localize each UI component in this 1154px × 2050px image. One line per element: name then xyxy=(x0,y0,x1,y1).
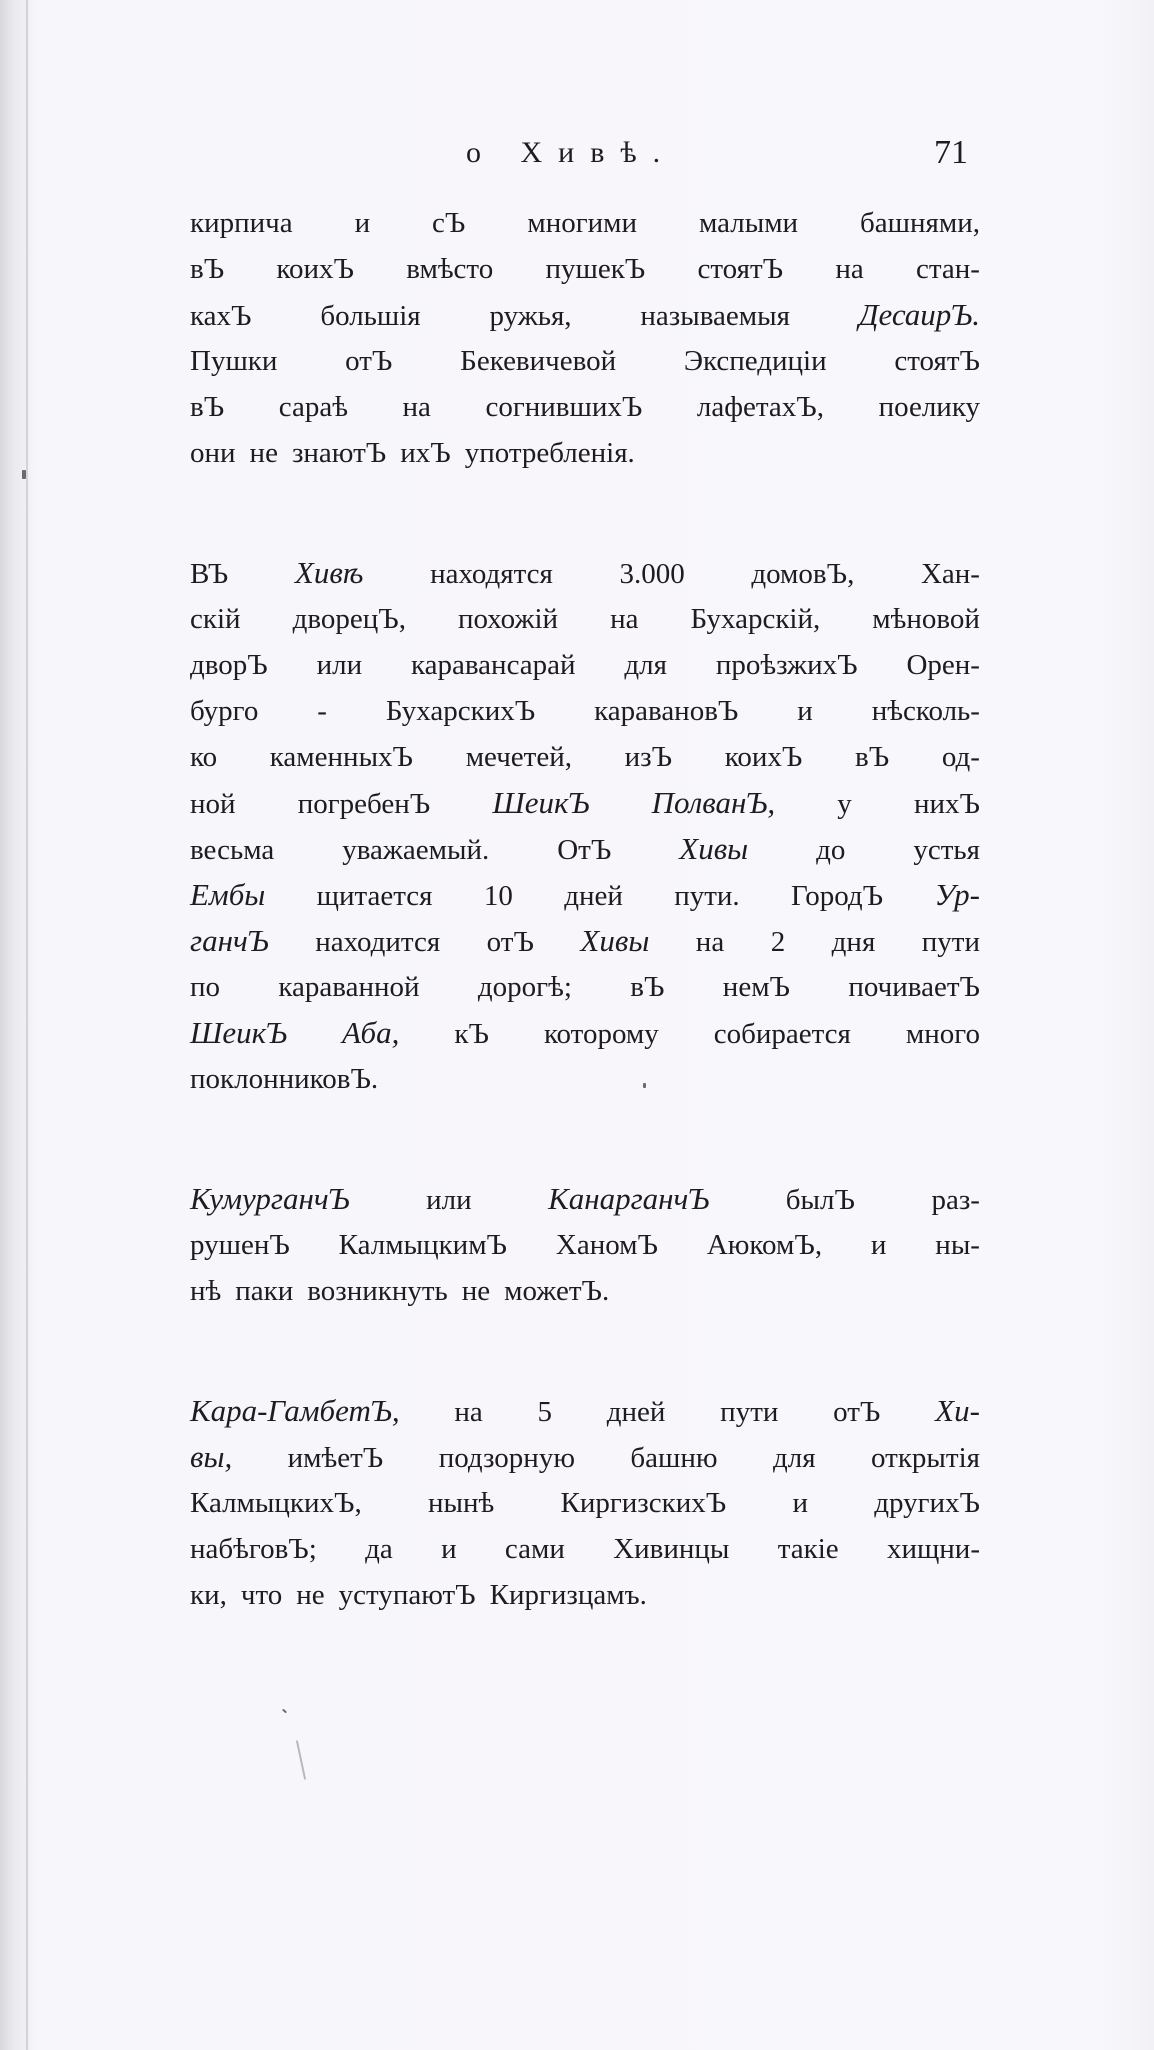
word: ихЪ xyxy=(400,437,451,469)
text-line xyxy=(190,292,980,338)
word: не xyxy=(249,437,278,469)
word: бурго xyxy=(190,695,259,727)
word: КиргизскихЪ xyxy=(560,1487,727,1519)
word: называемыя xyxy=(640,300,790,332)
text-line xyxy=(190,1010,980,1056)
word: до xyxy=(816,834,846,866)
word: Киргизцамъ. xyxy=(489,1579,647,1611)
ink-speck xyxy=(282,1709,287,1714)
paragraph xyxy=(190,200,980,476)
word: ганчЪ xyxy=(190,923,269,958)
text-line xyxy=(190,338,980,384)
text-line xyxy=(190,780,980,826)
word: многими xyxy=(527,207,638,239)
word: возникнуть xyxy=(307,1275,448,1307)
text-line xyxy=(190,1572,980,1618)
ink-speck xyxy=(643,1083,646,1088)
word: и xyxy=(870,1229,887,1261)
word: КалмыцкимЪ xyxy=(338,1229,508,1261)
word: АюкомЪ, xyxy=(706,1229,823,1261)
word: вЪ xyxy=(855,741,890,773)
word: хищни- xyxy=(886,1533,980,1565)
word: 10 xyxy=(483,880,513,912)
word: поелику xyxy=(878,391,980,423)
word: которому xyxy=(543,1018,659,1050)
binding-edge xyxy=(26,0,28,2050)
paragraph-gap xyxy=(190,1102,980,1176)
word: Хан- xyxy=(920,558,980,590)
binding-shadow xyxy=(0,0,34,2050)
word: сараѣ xyxy=(278,391,348,423)
word: кЪ xyxy=(454,1018,489,1050)
word: Хивинцы xyxy=(613,1533,730,1565)
word: ной xyxy=(190,788,236,820)
word: раз- xyxy=(931,1184,980,1216)
word: дня xyxy=(831,926,876,958)
word: мечетей, xyxy=(465,741,572,773)
word: дней xyxy=(564,880,623,912)
word: дворецЪ, xyxy=(292,603,406,635)
text-line xyxy=(190,1176,980,1222)
word: дорогѣ; xyxy=(477,971,572,1003)
text-line xyxy=(190,964,980,1010)
word: Бухарскій, xyxy=(690,603,821,635)
word: почиваетЪ xyxy=(848,971,980,1003)
word: согнившихЪ xyxy=(485,391,643,423)
word: нихЪ xyxy=(913,788,980,820)
word: находятся xyxy=(430,558,553,590)
ink-speck xyxy=(296,1740,306,1780)
word: и xyxy=(354,207,371,239)
text-line xyxy=(190,872,980,918)
word: скій xyxy=(190,603,241,635)
text-line xyxy=(190,1222,980,1268)
word: на xyxy=(610,603,639,635)
word: Хивы xyxy=(580,923,650,958)
word: пути. xyxy=(674,880,740,912)
word: вы, xyxy=(190,1439,233,1474)
text-line xyxy=(190,1480,980,1526)
running-title: о Хивѣ. xyxy=(466,136,677,169)
word: мѣновой xyxy=(872,603,980,635)
word: вЪ xyxy=(190,391,225,423)
word: вмѣсто xyxy=(406,253,494,285)
word: Бекевичевой xyxy=(460,345,617,377)
word: погребенЪ xyxy=(297,788,431,820)
word: сЪ xyxy=(432,207,466,239)
word: Кара-ГамбетЪ, xyxy=(190,1393,400,1428)
word: Ур- xyxy=(934,877,980,912)
word: 3.000 xyxy=(619,558,685,590)
word: они xyxy=(190,437,236,469)
paragraph xyxy=(190,1176,980,1314)
word: вЪ xyxy=(630,971,665,1003)
text-line xyxy=(190,1526,980,1572)
text-line xyxy=(190,1056,980,1102)
word: каравановЪ xyxy=(594,695,739,727)
word: пушекЪ xyxy=(545,253,646,285)
word: БухарскихЪ xyxy=(385,695,536,727)
word: пути xyxy=(921,926,980,958)
word: ны- xyxy=(935,1229,980,1261)
word: знаютЪ xyxy=(291,437,387,469)
word: КанарганчЪ xyxy=(548,1181,710,1216)
word: нынѣ xyxy=(427,1487,495,1519)
word: да xyxy=(365,1533,393,1565)
word: стоятЪ xyxy=(894,345,980,377)
word: на xyxy=(402,391,431,423)
word: поклонниковЪ. xyxy=(190,1063,379,1095)
word: уступаютЪ xyxy=(338,1579,476,1611)
word: нѣ xyxy=(190,1275,222,1307)
word: паки xyxy=(235,1275,294,1307)
word: ДесаирЪ. xyxy=(858,297,980,332)
word: караванной xyxy=(278,971,420,1003)
word: кахЪ xyxy=(190,300,252,332)
word: Орен- xyxy=(906,649,980,681)
word: устья xyxy=(913,834,980,866)
word: башню xyxy=(630,1442,718,1474)
word: открытія xyxy=(871,1442,980,1474)
text-line xyxy=(190,1388,980,1434)
word: уважаемый. xyxy=(342,834,490,866)
text-line xyxy=(190,1434,980,1480)
word: отЪ xyxy=(345,345,393,377)
text-line xyxy=(190,826,980,872)
word: большія xyxy=(320,300,421,332)
word: набѣговЪ; xyxy=(190,1533,317,1565)
word: 2 xyxy=(770,926,786,958)
word: Аба, xyxy=(342,1015,400,1050)
word: Пушки xyxy=(190,345,278,377)
word: ВЪ xyxy=(190,558,229,590)
word: дворЪ xyxy=(190,649,268,681)
word: не xyxy=(296,1579,325,1611)
body-text xyxy=(190,200,980,1618)
word: 5 xyxy=(537,1396,552,1428)
word: лафетахЪ, xyxy=(696,391,825,423)
text-line xyxy=(190,550,980,596)
word: проѣзжихЪ xyxy=(715,649,858,681)
text-line xyxy=(190,688,980,734)
word: сами xyxy=(504,1533,565,1565)
word: Хивы xyxy=(679,831,749,866)
word: для xyxy=(624,649,667,681)
word: на xyxy=(454,1396,483,1428)
word: такіе xyxy=(777,1533,839,1565)
word: былЪ xyxy=(785,1184,855,1216)
paragraph xyxy=(190,1388,980,1618)
word: ОтЪ xyxy=(557,834,612,866)
paragraph-gap xyxy=(190,1314,980,1388)
word: для xyxy=(773,1442,816,1474)
word: Хи- xyxy=(935,1393,980,1428)
word: собирается xyxy=(713,1018,851,1050)
word: каравансарай xyxy=(410,649,576,681)
word: можетЪ. xyxy=(504,1275,610,1307)
word: и xyxy=(797,695,813,727)
text-line xyxy=(190,200,980,246)
word: не xyxy=(461,1275,491,1307)
word: и xyxy=(792,1487,808,1519)
word: похожій xyxy=(457,603,559,635)
word: ХаномЪ xyxy=(555,1229,658,1261)
text-line xyxy=(190,642,980,688)
word: рушенЪ xyxy=(190,1229,290,1261)
word: домовЪ, xyxy=(751,558,855,590)
word: весьма xyxy=(190,834,275,866)
text-line xyxy=(190,918,980,964)
word: пути xyxy=(720,1396,779,1428)
word: стан- xyxy=(915,253,980,285)
word: од- xyxy=(941,741,980,773)
word: на xyxy=(835,253,864,285)
word: стоятЪ xyxy=(697,253,784,285)
word: ШеикЪ xyxy=(492,785,590,820)
word: немЪ xyxy=(722,971,791,1003)
word: отЪ xyxy=(486,926,534,958)
ink-speck xyxy=(22,470,26,479)
word: - xyxy=(317,695,327,727)
word: у xyxy=(837,788,852,820)
word: что xyxy=(240,1579,283,1611)
word: имѣетЪ xyxy=(287,1442,384,1474)
word: много xyxy=(905,1018,980,1050)
text-line xyxy=(190,596,980,642)
text-line xyxy=(190,430,980,476)
word: КалмыцкихЪ, xyxy=(190,1487,362,1519)
word: щитается xyxy=(316,880,433,912)
word: Ембы xyxy=(190,877,266,912)
word: или xyxy=(426,1184,472,1216)
word: употребленія. xyxy=(464,437,635,469)
running-head xyxy=(0,128,1154,178)
word: отЪ xyxy=(833,1396,881,1428)
word: нѣсколь- xyxy=(871,695,980,727)
word: малыми xyxy=(698,207,799,239)
word: коихЪ xyxy=(724,741,803,773)
word: и xyxy=(441,1533,457,1565)
word: ШеикЪ xyxy=(190,1015,288,1050)
word: Экспедиціи xyxy=(683,345,827,377)
text-line xyxy=(190,384,980,430)
word: башнями, xyxy=(860,207,980,239)
word: КумурганчЪ xyxy=(190,1181,350,1216)
word: подзорную xyxy=(438,1442,575,1474)
word: вЪ xyxy=(190,253,225,285)
word: ружья, xyxy=(489,300,572,332)
word: на xyxy=(695,926,725,958)
word: ПолванЪ, xyxy=(651,785,776,820)
word: по xyxy=(190,971,221,1003)
paragraph xyxy=(190,550,980,1102)
word: находится xyxy=(315,926,441,958)
word: другихЪ xyxy=(874,1487,980,1519)
word: коихЪ xyxy=(276,253,355,285)
word: ГородЪ xyxy=(791,880,884,912)
word: Хивѣ xyxy=(294,555,364,590)
word: ки, xyxy=(190,1579,227,1611)
paragraph-gap xyxy=(190,476,980,550)
word: каменныхЪ xyxy=(269,741,414,773)
word: изЪ xyxy=(624,741,673,773)
word: ко xyxy=(190,741,218,773)
page-number: 71 xyxy=(934,134,968,171)
word: дней xyxy=(606,1396,666,1428)
text-line xyxy=(190,1268,980,1314)
word: или xyxy=(316,649,363,681)
word: кирпича xyxy=(190,207,293,239)
text-line xyxy=(190,246,980,292)
text-line xyxy=(190,734,980,780)
